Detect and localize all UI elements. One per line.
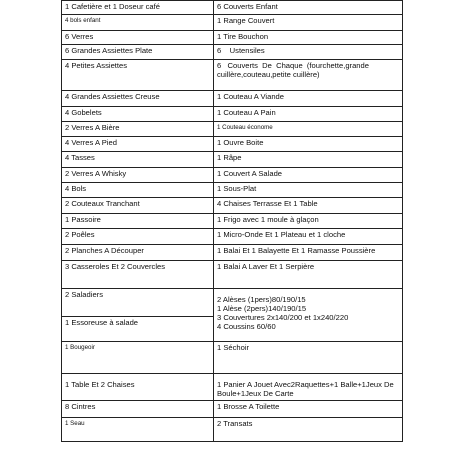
left-cell: 3 Casseroles Et 2 Couvercles: [62, 261, 214, 289]
left-cell: 4 Verres A Pied: [62, 137, 214, 152]
table-row: [62, 214, 403, 229]
left-cell: 1 Cafetière et 1 Doseur café: [62, 1, 214, 15]
left-cell: 1 Essoreuse à salade: [62, 317, 214, 342]
left-cell: 1 Passoire: [62, 214, 214, 229]
table-row: [62, 401, 403, 418]
table-row: [62, 289, 403, 317]
table-row: [62, 374, 403, 401]
table-row: [62, 31, 403, 45]
table-row: [62, 342, 403, 374]
right-cell: 1 Couteau économe: [214, 122, 403, 137]
table-row: [62, 107, 403, 122]
right-cell-text: 1 Panier A Jouet Avec2Raquettes+1 Balle+1Jeux De Boule+1Jeux De Carte: [217, 380, 394, 398]
left-cell: 1 Bougeoir: [62, 342, 214, 374]
left-cell: 4 Petites Assiettes: [62, 60, 214, 91]
right-cell: 1 Séchoir: [214, 342, 403, 374]
table-row: [62, 152, 403, 168]
right-cell: 1 Ouvre Boite: [214, 137, 403, 152]
right-cell: 1 Tire Bouchon: [214, 31, 403, 45]
table-row: [62, 245, 403, 261]
right-cell: 1 Balai Et 1 Balayette Et 1 Ramasse Poussière: [214, 245, 403, 261]
right-cell: 1 Balai A Laver Et 1 Serpière: [214, 261, 403, 289]
table-row: [62, 229, 403, 245]
table-row: [62, 183, 403, 198]
table-row: [62, 137, 403, 152]
left-cell: 4 Bols: [62, 183, 214, 198]
right-cell: 6 Couverts De Chaque (fourchette,grande cuillère,couteau,petite cuillère): [214, 60, 403, 91]
right-cell: 6 Couverts Enfant: [214, 1, 403, 15]
right-cell: 1 Sous-Plat: [214, 183, 403, 198]
table-row: [62, 418, 403, 442]
right-cell: 1 Couteau A Viande: [214, 91, 403, 107]
left-cell: 4 Grandes Assiettes Creuse: [62, 91, 214, 107]
left-cell: 2 Poêles: [62, 229, 214, 245]
left-cell: 2 Couteaux Tranchant: [62, 198, 214, 214]
bedding-line: 4 Coussins 60/60: [217, 322, 276, 331]
right-cell: 1 Couvert A Salade: [214, 168, 403, 183]
table-row: [62, 60, 403, 91]
table-row: [62, 261, 403, 289]
left-cell: 2 Saladiers: [62, 289, 214, 317]
table-row: [62, 1, 403, 15]
right-cell: 1 Râpe: [214, 152, 403, 168]
right-cell: 1 Brosse A Toilette: [214, 401, 403, 418]
bedding-cell: [214, 289, 403, 342]
right-cell: 4 Chaises Terrasse Et 1 Table: [214, 198, 403, 214]
table-row: [62, 198, 403, 214]
right-cell: 2 Transats: [214, 418, 403, 442]
table-row: [62, 168, 403, 183]
table-row: [62, 91, 403, 107]
bedding-line: 3 Couvertures 2x140/200 et 1x240/220: [217, 313, 349, 322]
table-row: [62, 122, 403, 137]
left-cell: 4 Tasses: [62, 152, 214, 168]
left-cell: 2 Verres A Bière: [62, 122, 214, 137]
table-row: [62, 45, 403, 60]
right-cell: [214, 374, 403, 401]
right-cell: 1 Couteau A Pain: [214, 107, 403, 122]
left-cell: 4 bols enfant: [62, 15, 214, 31]
left-cell: 6 Verres: [62, 31, 214, 45]
left-cell: 2 Verres A Whisky: [62, 168, 214, 183]
left-cell: 1 Seau: [62, 418, 214, 442]
table-row: [62, 15, 403, 31]
left-cell: 8 Cintres: [62, 401, 214, 418]
left-cell-text: 1 Table Et 2 Chaises: [65, 380, 135, 389]
right-cell: 1 Micro-Onde Et 1 Plateau et 1 cloche: [214, 229, 403, 245]
left-cell: 4 Gobelets: [62, 107, 214, 122]
right-cell: 1 Range Couvert: [214, 15, 403, 31]
bedding-line: 1 Alèse (2pers)140/190/15: [217, 304, 307, 313]
right-cell: 6 Ustensiles: [214, 45, 403, 60]
bedding-line: 2 Alèses (1pers)80/190/15: [217, 295, 306, 304]
left-cell: 2 Planches A Découper: [62, 245, 214, 261]
inventory-table: [61, 0, 403, 442]
right-cell: 1 Frigo avec 1 moule à glaçon: [214, 214, 403, 229]
left-cell: 6 Grandes Assiettes Plate: [62, 45, 214, 60]
left-cell: [62, 374, 214, 401]
